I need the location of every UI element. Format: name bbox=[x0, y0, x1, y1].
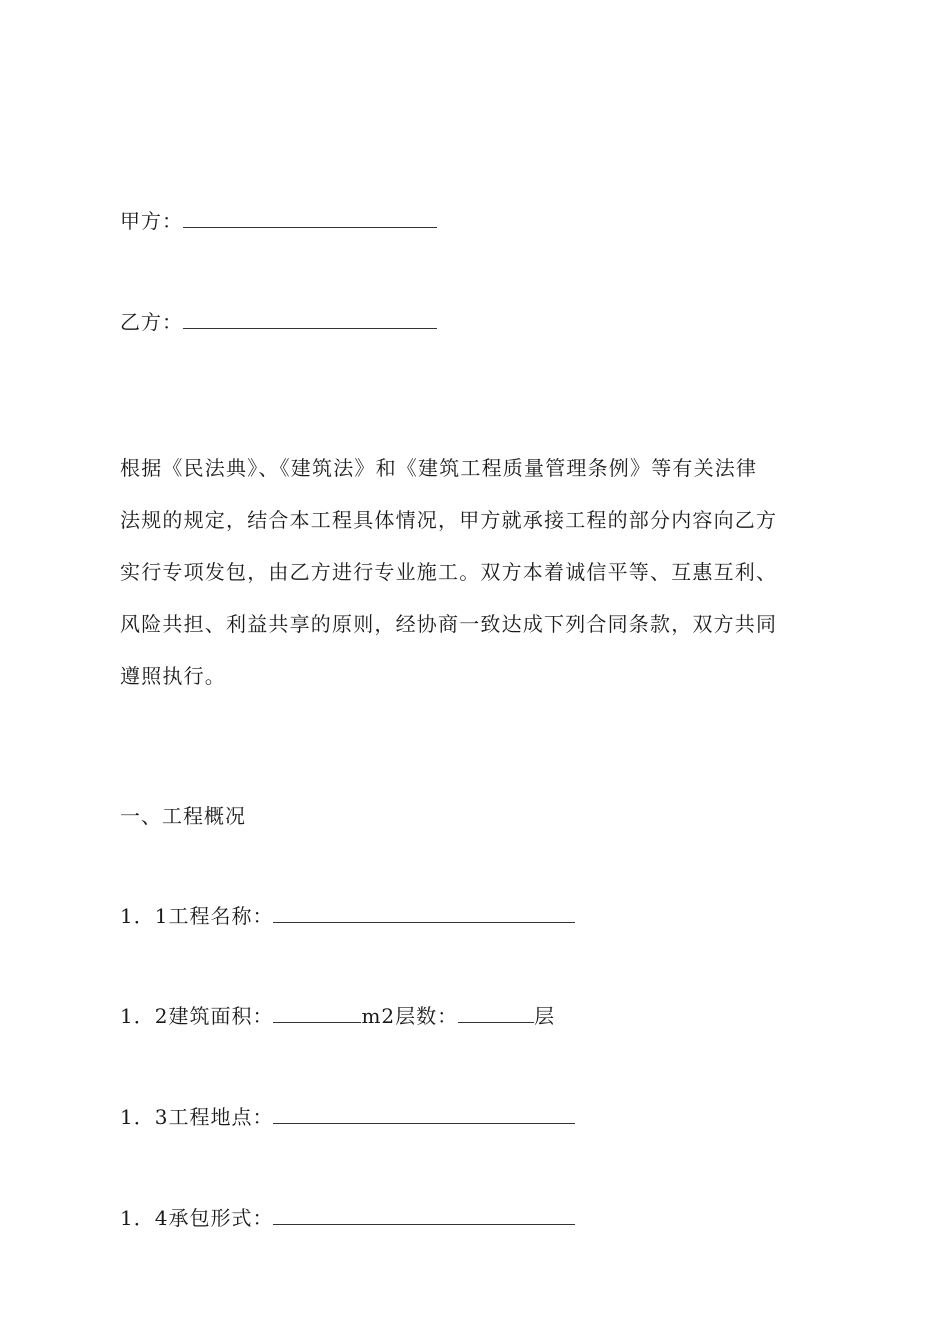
building-area-blank[interactable] bbox=[273, 1004, 361, 1023]
project-location-blank[interactable] bbox=[273, 1105, 575, 1124]
contract-form-label: 1．4承包形式： bbox=[120, 1206, 274, 1230]
project-location-line bbox=[120, 1105, 575, 1129]
party-b-label: 乙方： bbox=[120, 310, 183, 334]
floors-label: m2层数： bbox=[361, 1004, 459, 1028]
project-name-blank[interactable] bbox=[273, 904, 575, 923]
floors-unit: 层 bbox=[534, 1004, 556, 1028]
project-name-line bbox=[120, 904, 575, 928]
building-area-label: 1．2建筑面积： bbox=[120, 1004, 274, 1028]
party-b-line bbox=[120, 310, 437, 334]
party-a-line bbox=[120, 209, 437, 233]
project-name-label: 1．1工程名称： bbox=[120, 904, 274, 928]
project-location-label: 1．3工程地点： bbox=[120, 1105, 274, 1129]
floors-blank[interactable] bbox=[458, 1004, 534, 1023]
party-b-blank[interactable] bbox=[183, 310, 437, 329]
intro-paragraph bbox=[120, 442, 840, 702]
intro-line: 法规的规定，结合本工程具体情况，甲方就承接工程的部分内容向乙方 bbox=[120, 508, 778, 532]
contract-form-blank[interactable] bbox=[273, 1206, 575, 1225]
party-a-blank[interactable] bbox=[183, 209, 437, 228]
building-area-line bbox=[120, 1004, 555, 1028]
intro-line: 根据《民法典》、《建筑法》和《建筑工程质量管理条例》等有关法律 bbox=[120, 456, 758, 480]
contract-form-line bbox=[120, 1206, 575, 1230]
intro-line: 风险共担、利益共享的原则，经协商一致达成下列合同条款，双方共同 bbox=[120, 612, 778, 636]
intro-line: 遵照执行。 bbox=[120, 664, 226, 688]
party-a-label: 甲方： bbox=[120, 209, 183, 233]
intro-line: 实行专项发包，由乙方进行专业施工。双方本着诚信平等、互惠互利、 bbox=[120, 560, 778, 584]
section-1-heading: 一、工程概况 bbox=[120, 804, 246, 828]
